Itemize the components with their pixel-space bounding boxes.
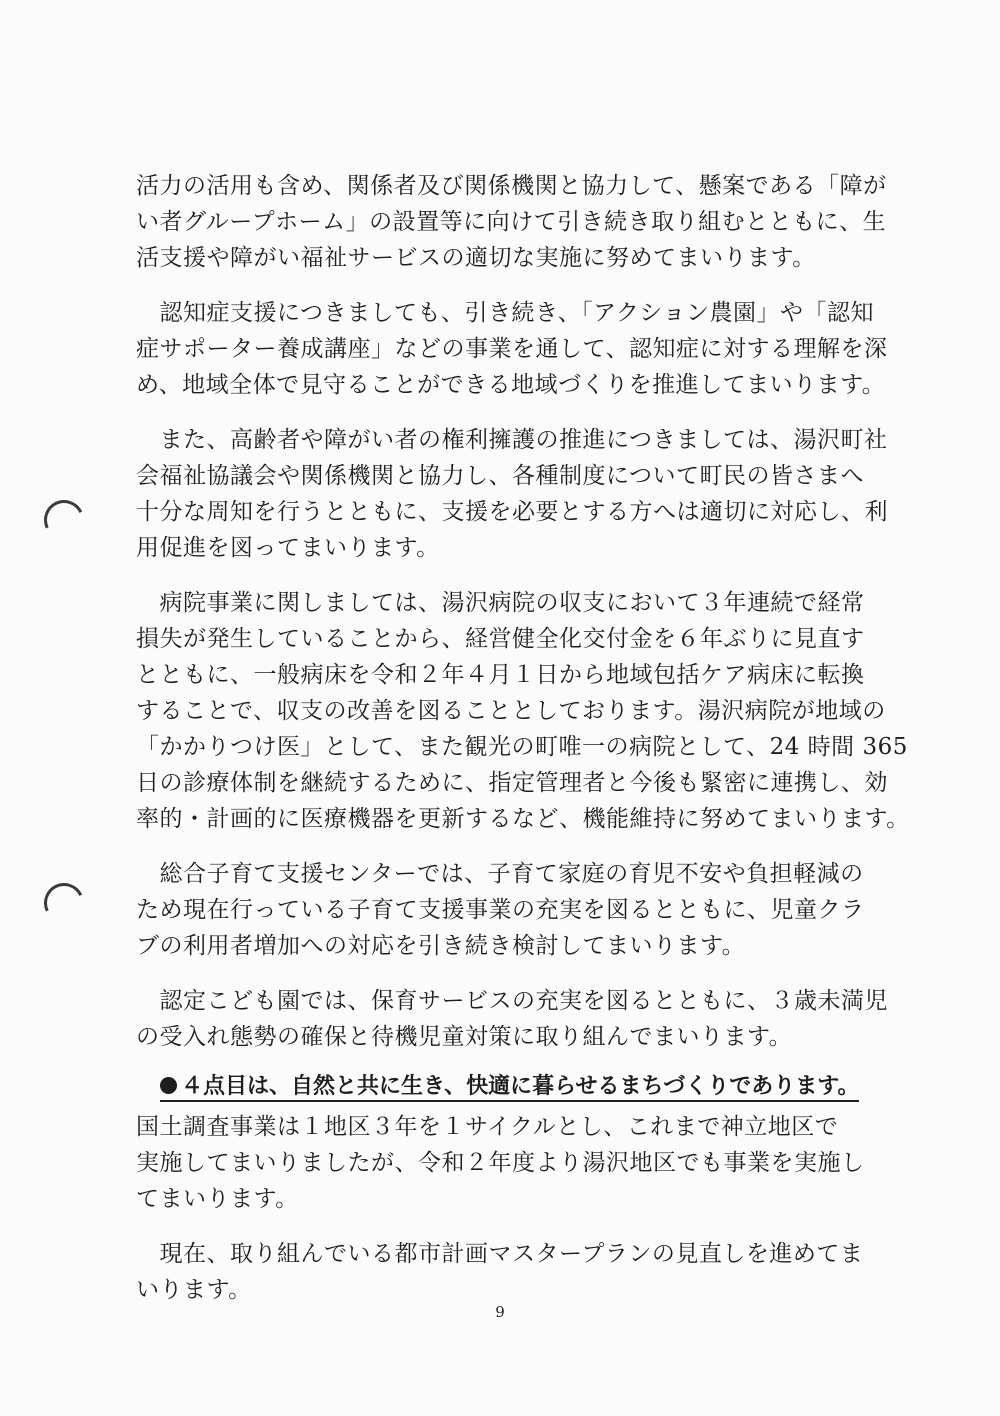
text-line: 現在、取り組んでいる都市計画マスタープランの見直しを進めてま [136,1241,864,1267]
section-heading-underline [160,1074,859,1102]
text-line: 活力の活用も含め、関係者及び関係機関と協力して、懸案である「障が [136,173,887,199]
paragraph-urban-master-plan [136,1236,866,1308]
text-line: 認知症支援につきましても、引き続き、「アクション農園」や「認知 [136,300,874,326]
bullet-circle-icon [160,1077,177,1094]
text-line: 活支援や障がい福祉サービスの適切な実施に努めてまいります。 [136,245,816,271]
page-number: 9 [495,1303,505,1321]
text-line: することで、収支の改善を図ることとしております。湯沢病院が地域の [136,698,886,724]
text-line: ブの利用者増加への対応を引き続き検討してまいります。 [136,933,746,959]
text-line: 日の診療体制を継続するために、指定管理者と今後も緊密に連携し、効 [136,770,888,796]
text-line: 十分な周知を行うとともに、支援を必要とする方へは適切に対応し、利 [136,499,888,525]
text-line: い者グループホーム」の設置等に向けて引き続き取り組むとともに、生 [136,209,887,235]
text-line: てまいります。 [136,1186,299,1212]
punch-hole [38,494,89,545]
paragraph-certified-kindergarten [136,983,888,1055]
text-line: いります。 [136,1277,252,1303]
text-line: 病院事業に関しましては、湯沢病院の収支において３年連続で経常 [136,590,865,616]
paragraph-disability-support [136,168,887,276]
text-line: また、高齢者や障がい者の権利擁護の推進につきましては、湯沢町社 [136,427,888,453]
text-line: 用促進を図ってまいります。 [136,535,440,561]
section-heading [136,1069,866,1105]
text-line: 会福祉協議会や関係機関と協力し、各種制度について町民の皆さまへ [136,463,865,489]
punch-hole [38,877,89,928]
text-line: 国土調査事業は１地区３年を１サイクルとし、これまで神立地区で [136,1114,839,1140]
paragraph-hospital-business [136,585,910,837]
paragraph-dementia-support [136,295,888,403]
text-line: ため現在行っている子育て支援事業の充実を図るとともに、児童クラ [136,897,865,923]
text-line: 総合子育て支援センターでは、子育て家庭の育児不安や負担軽減の [136,861,864,887]
text-line: 認定こども園では、保育サービスの充実を図るとともに、３歳未満児 [136,988,888,1014]
text-line: 実施してまいりましたが、令和２年度より湯沢地区でも事業を実施し [136,1150,865,1176]
text-line: 症サポーター養成講座」などの事業を通して、認知症に対する理解を深 [136,336,888,362]
text-line: 「かかりつけ医」として、また観光の町唯一の病院として、24 時間 365 [136,734,908,760]
paragraph-land-survey [136,1109,866,1217]
paragraph-childcare-center [136,856,866,964]
text-line: とともに、一般病床を令和２年４月１日から地域包括ケア病床に転換 [136,662,865,688]
paragraph-rights-advocacy [136,422,888,566]
text-line: 率的・計画的に医療機器を更新するなど、機能維持に努めてまいります。 [136,806,910,832]
text-line: め、地域全体で見守ることができる地域づくりを推進してまいります。 [136,372,886,398]
page-body [136,168,910,1308]
text-line: 損失が発生していることから、経営健全化交付金を６年ぶりに見直す [136,626,865,652]
section-heading-text: ４点目は、自然と共に生き、快適に暮らせるまちづくりであります。 [181,1074,860,1099]
text-line: の受入れ態勢の確保と待機児童対策に取り組んでまいります。 [136,1024,793,1050]
